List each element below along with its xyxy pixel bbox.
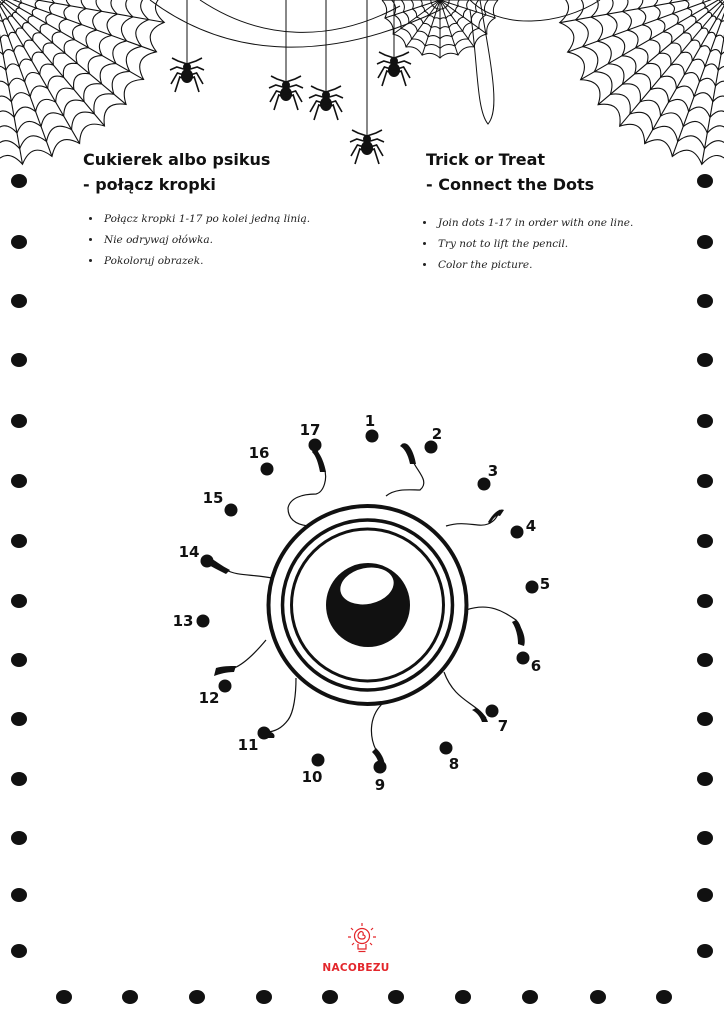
dot-marker [225,504,238,517]
hanging-spiders [170,0,411,164]
dot-number: 16 [248,444,270,462]
spider-icon [170,0,204,92]
numbered-dot [517,652,542,676]
border-dot [256,990,272,1004]
border-dot [697,294,713,308]
border-dot [697,594,713,608]
instruction-item: • Nie odrywaj ołówka. [102,230,310,251]
dot-marker [526,581,539,594]
numbered-dot [203,489,238,517]
border-dot [697,414,713,428]
border-dot [322,990,338,1004]
instruction-item: • Try not to lift the pencil. [436,234,633,255]
border-dot [11,474,27,488]
dot-number: 12 [198,689,220,707]
border-dot [11,712,27,726]
numbered-dot [374,761,387,795]
dot-number: 17 [299,421,321,439]
border-dot [388,990,404,1004]
instruction-item: • Połącz kropki 1-17 po kolei jedną linią. [102,209,310,230]
numbered-dot [173,612,210,630]
border-dot [11,534,27,548]
numbered-dot [302,754,325,787]
border-dot [122,990,138,1004]
dot-marker [517,652,530,665]
numbered-dot [478,462,499,491]
border-dot [697,534,713,548]
dot-number: 3 [487,462,499,480]
dot-marker [440,742,453,755]
title-polish-line2: - połącz kropki [83,175,216,194]
dot-number: 1 [364,412,376,430]
border-dot [11,294,27,308]
instructions-polish [86,209,310,272]
spider-web-icon [150,0,600,124]
numbered-dot [425,425,443,454]
dot-marker [261,463,274,476]
border-dot [656,990,672,1004]
numbered-dot [238,727,271,755]
spider-icon [309,0,343,120]
border-dot [11,353,27,367]
dot-number: 8 [448,755,460,773]
border-dot [697,831,713,845]
border-dot [455,990,471,1004]
title-polish [83,147,270,197]
numbered-dot [526,575,551,594]
border-dot [11,594,27,608]
border-dot [697,474,713,488]
border-dot [697,653,713,667]
border-dot [697,353,713,367]
dot-marker [486,705,499,718]
spider-icon [377,0,411,86]
title-polish-line1: Cukierek albo psikus [83,150,271,169]
dot-marker [312,754,325,767]
spider-web-icon [557,0,724,167]
border-dot [189,990,205,1004]
numbered-dot [199,680,232,708]
dot-number: 15 [202,489,224,507]
brand-name: NACOBEZU [322,962,390,974]
numbered-dot [486,705,509,736]
instructions-english [420,213,633,276]
border-dot [11,653,27,667]
border-dot [11,414,27,428]
border-dot [522,990,538,1004]
dot-number: 9 [374,776,386,794]
border-dot [56,990,72,1004]
numbered-dot [365,412,379,443]
brand-logo [322,923,389,974]
instruction-item: • Pokoloruj obrazek. [102,251,310,272]
dot-marker [374,761,387,774]
title-english [426,147,594,197]
title-english-line1: Trick or Treat [426,150,546,169]
dot-number: 13 [172,612,194,630]
border-dot [697,712,713,726]
border-dot [697,235,713,249]
spider-web-icon [0,0,167,167]
numbered-dot [300,421,322,452]
dot-marker [258,727,271,740]
dot-marker [219,680,232,693]
border-dot [11,235,27,249]
numbered-dot [511,517,537,539]
numbered-dot [440,742,460,774]
dot-number: 4 [525,517,537,535]
spider-icon [269,0,303,110]
dot-marker [197,615,210,628]
dot-marker [511,526,524,539]
border-dot [697,944,713,958]
border-dot [11,831,27,845]
border-dot [11,888,27,902]
dot-marker [309,439,322,452]
border-dot [11,772,27,786]
dot-marker [201,555,214,568]
eyeball-icon [204,443,525,772]
dot-number: 14 [178,543,200,561]
instruction-item: • Color the picture. [436,255,633,276]
lightbulb-brain-logo-icon [348,923,376,952]
border-dot [697,888,713,902]
dot-number: 11 [237,736,259,754]
numbered-dot [249,444,274,476]
title-english-line2: - Connect the Dots [426,175,595,194]
dot-number: 2 [431,425,443,443]
border-dot [11,944,27,958]
dot-number: 10 [301,768,323,786]
dot-number: 6 [530,657,542,675]
dot-number: 7 [497,717,509,735]
instruction-item: • Join dots 1-17 in order with one line. [436,213,633,234]
border-dot [697,772,713,786]
border-dot [11,174,27,188]
border-dot [590,990,606,1004]
dot-marker [366,430,379,443]
numbered-dot [179,543,214,568]
dot-number: 5 [539,575,551,593]
border-dot [697,174,713,188]
